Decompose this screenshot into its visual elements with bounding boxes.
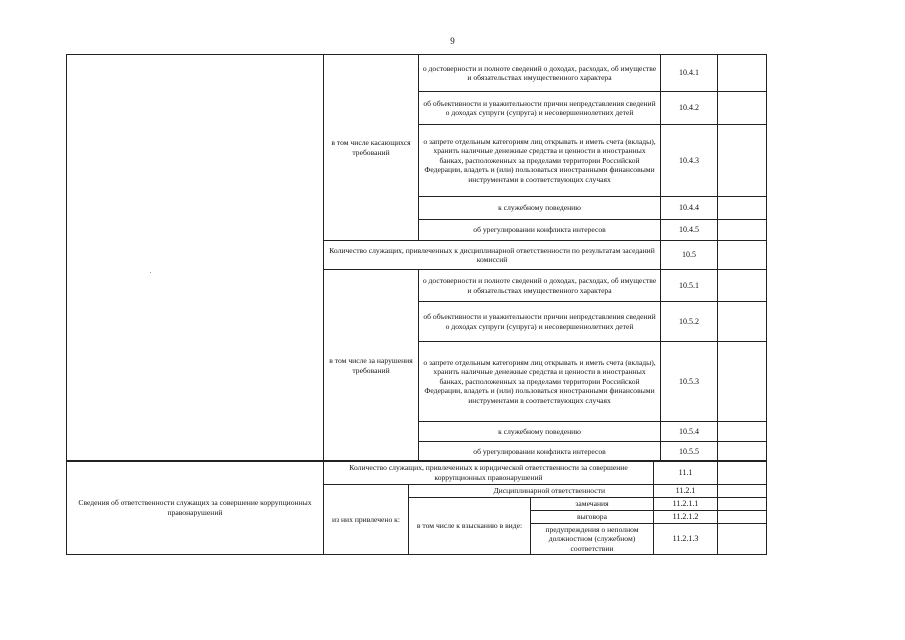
value-cell [718, 485, 767, 498]
value-cell [718, 498, 767, 511]
penalty-code-11-2-1-3: 11.2.1.3 [654, 524, 718, 555]
page-number: 9 [450, 36, 455, 46]
row-code-10-5-1: 10.5.1 [661, 270, 718, 302]
value-cell [718, 197, 767, 220]
value-cell [718, 511, 767, 524]
row-code-10-4-3: 10.4.3 [661, 125, 718, 197]
value-cell [718, 125, 767, 197]
group-label-10-5: в том числе за нарушения требований [324, 270, 419, 462]
row-text-10-4-4: к служебному поведению [419, 197, 661, 220]
penalty-code-11-2-1-1: 11.2.1.1 [654, 498, 718, 511]
value-cell [718, 422, 767, 442]
row-text-10-4-1: о достоверности и полноте сведений о доходах, расходах, об имуществе и обязательствах имущественного характера [419, 55, 661, 92]
row-text-10-5-2: об объективности и уважительности причин непредставления сведений о доходах супруги (супруга) и несовершеннолетних детей [419, 302, 661, 342]
section-11-title: Сведения об ответственности служащих за совершение коррупционных правонарушений [67, 461, 324, 555]
table-row [67, 461, 767, 485]
value-cell [718, 461, 767, 485]
row-code-11-2-1: 11.2.1 [654, 485, 718, 498]
row-text-10-5: Количество служащих, привлеченных к дисциплинарной ответственности по результатам заседаний комиссий [324, 241, 661, 270]
row-code-10-5-3: 10.5.3 [661, 342, 718, 422]
report-table [66, 54, 767, 462]
row-text-10-5-1: о достоверности и полноте сведений о доходах, расходах, об имуществе и обязательствах имущественного характера [419, 270, 661, 302]
row-code-10-4-4: 10.4.4 [661, 197, 718, 220]
penalty-text-11-2-1-3: предупреждения о неполном должностном (служебном) соответствии [531, 524, 654, 555]
value-cell [718, 442, 767, 462]
row-text-10-5-3: о запрете отдельным категориям лиц открывать и иметь счета (вклады), хранить наличные денежные средства и ценности в иностранных банках, расположенных за пределами территории Российской Федерации, владеть и (или) пользоваться иностранными финансовыми инструментами в соответствующих случаях [419, 342, 661, 422]
value-cell [718, 55, 767, 92]
row-text-10-5-4: к служебному поведению [419, 422, 661, 442]
value-cell [718, 270, 767, 302]
value-cell [718, 302, 767, 342]
row-text-10-4-3: о запрете отдельным категориям лиц открывать и иметь счета (вклады), хранить наличные денежные средства и ценности в иностранных банках, расположенных за пределами территории Российской Федерации, владеть и (или) пользоваться иностранными финансовыми инструментами в соответствующих случаях [419, 125, 661, 197]
penalty-text-11-2-1-1: замечания [531, 498, 654, 511]
group-label-10-4: в том числе касающихся требований [324, 55, 419, 241]
row-code-10-5-5: 10.5.5 [661, 442, 718, 462]
value-cell [718, 220, 767, 241]
row-code-10-4-1: 10.4.1 [661, 55, 718, 92]
of-them-label: из них привлечено к: [324, 485, 409, 555]
row-text-10-4-2: об объективности и уважительности причин непредставления сведений о доходах супруги (супруга) и несовершеннолетних детей [419, 92, 661, 125]
including-label: в том числе к взысканию в виде: [409, 498, 531, 555]
empty-left-cell [67, 55, 324, 462]
row-code-10-5-2: 10.5.2 [661, 302, 718, 342]
table-row [67, 55, 767, 92]
row-code-10-4-2: 10.4.2 [661, 92, 718, 125]
row-text-10-4-5: об урегулировании конфликта интересов [419, 220, 661, 241]
row-code-10-5: 10.5 [661, 241, 718, 270]
value-cell [718, 241, 767, 270]
row-code-11-1: 11.1 [654, 461, 718, 485]
row-text-10-5-5: об урегулировании конфликта интересов [419, 442, 661, 462]
value-cell [718, 92, 767, 125]
section-11-table [66, 460, 767, 555]
row-code-10-5-4: 10.5.4 [661, 422, 718, 442]
value-cell [718, 342, 767, 422]
row-code-10-4-5: 10.4.5 [661, 220, 718, 241]
value-cell [718, 524, 767, 555]
row-text-11-1: Количество служащих, привлеченных к юридической ответственности за совершение коррупционных правонарушений [324, 461, 654, 485]
penalty-text-11-2-1-2: выговора [531, 511, 654, 524]
penalty-code-11-2-1-2: 11.2.1.2 [654, 511, 718, 524]
row-text-11-2-1: Дисциплинарной ответственности [409, 485, 654, 498]
